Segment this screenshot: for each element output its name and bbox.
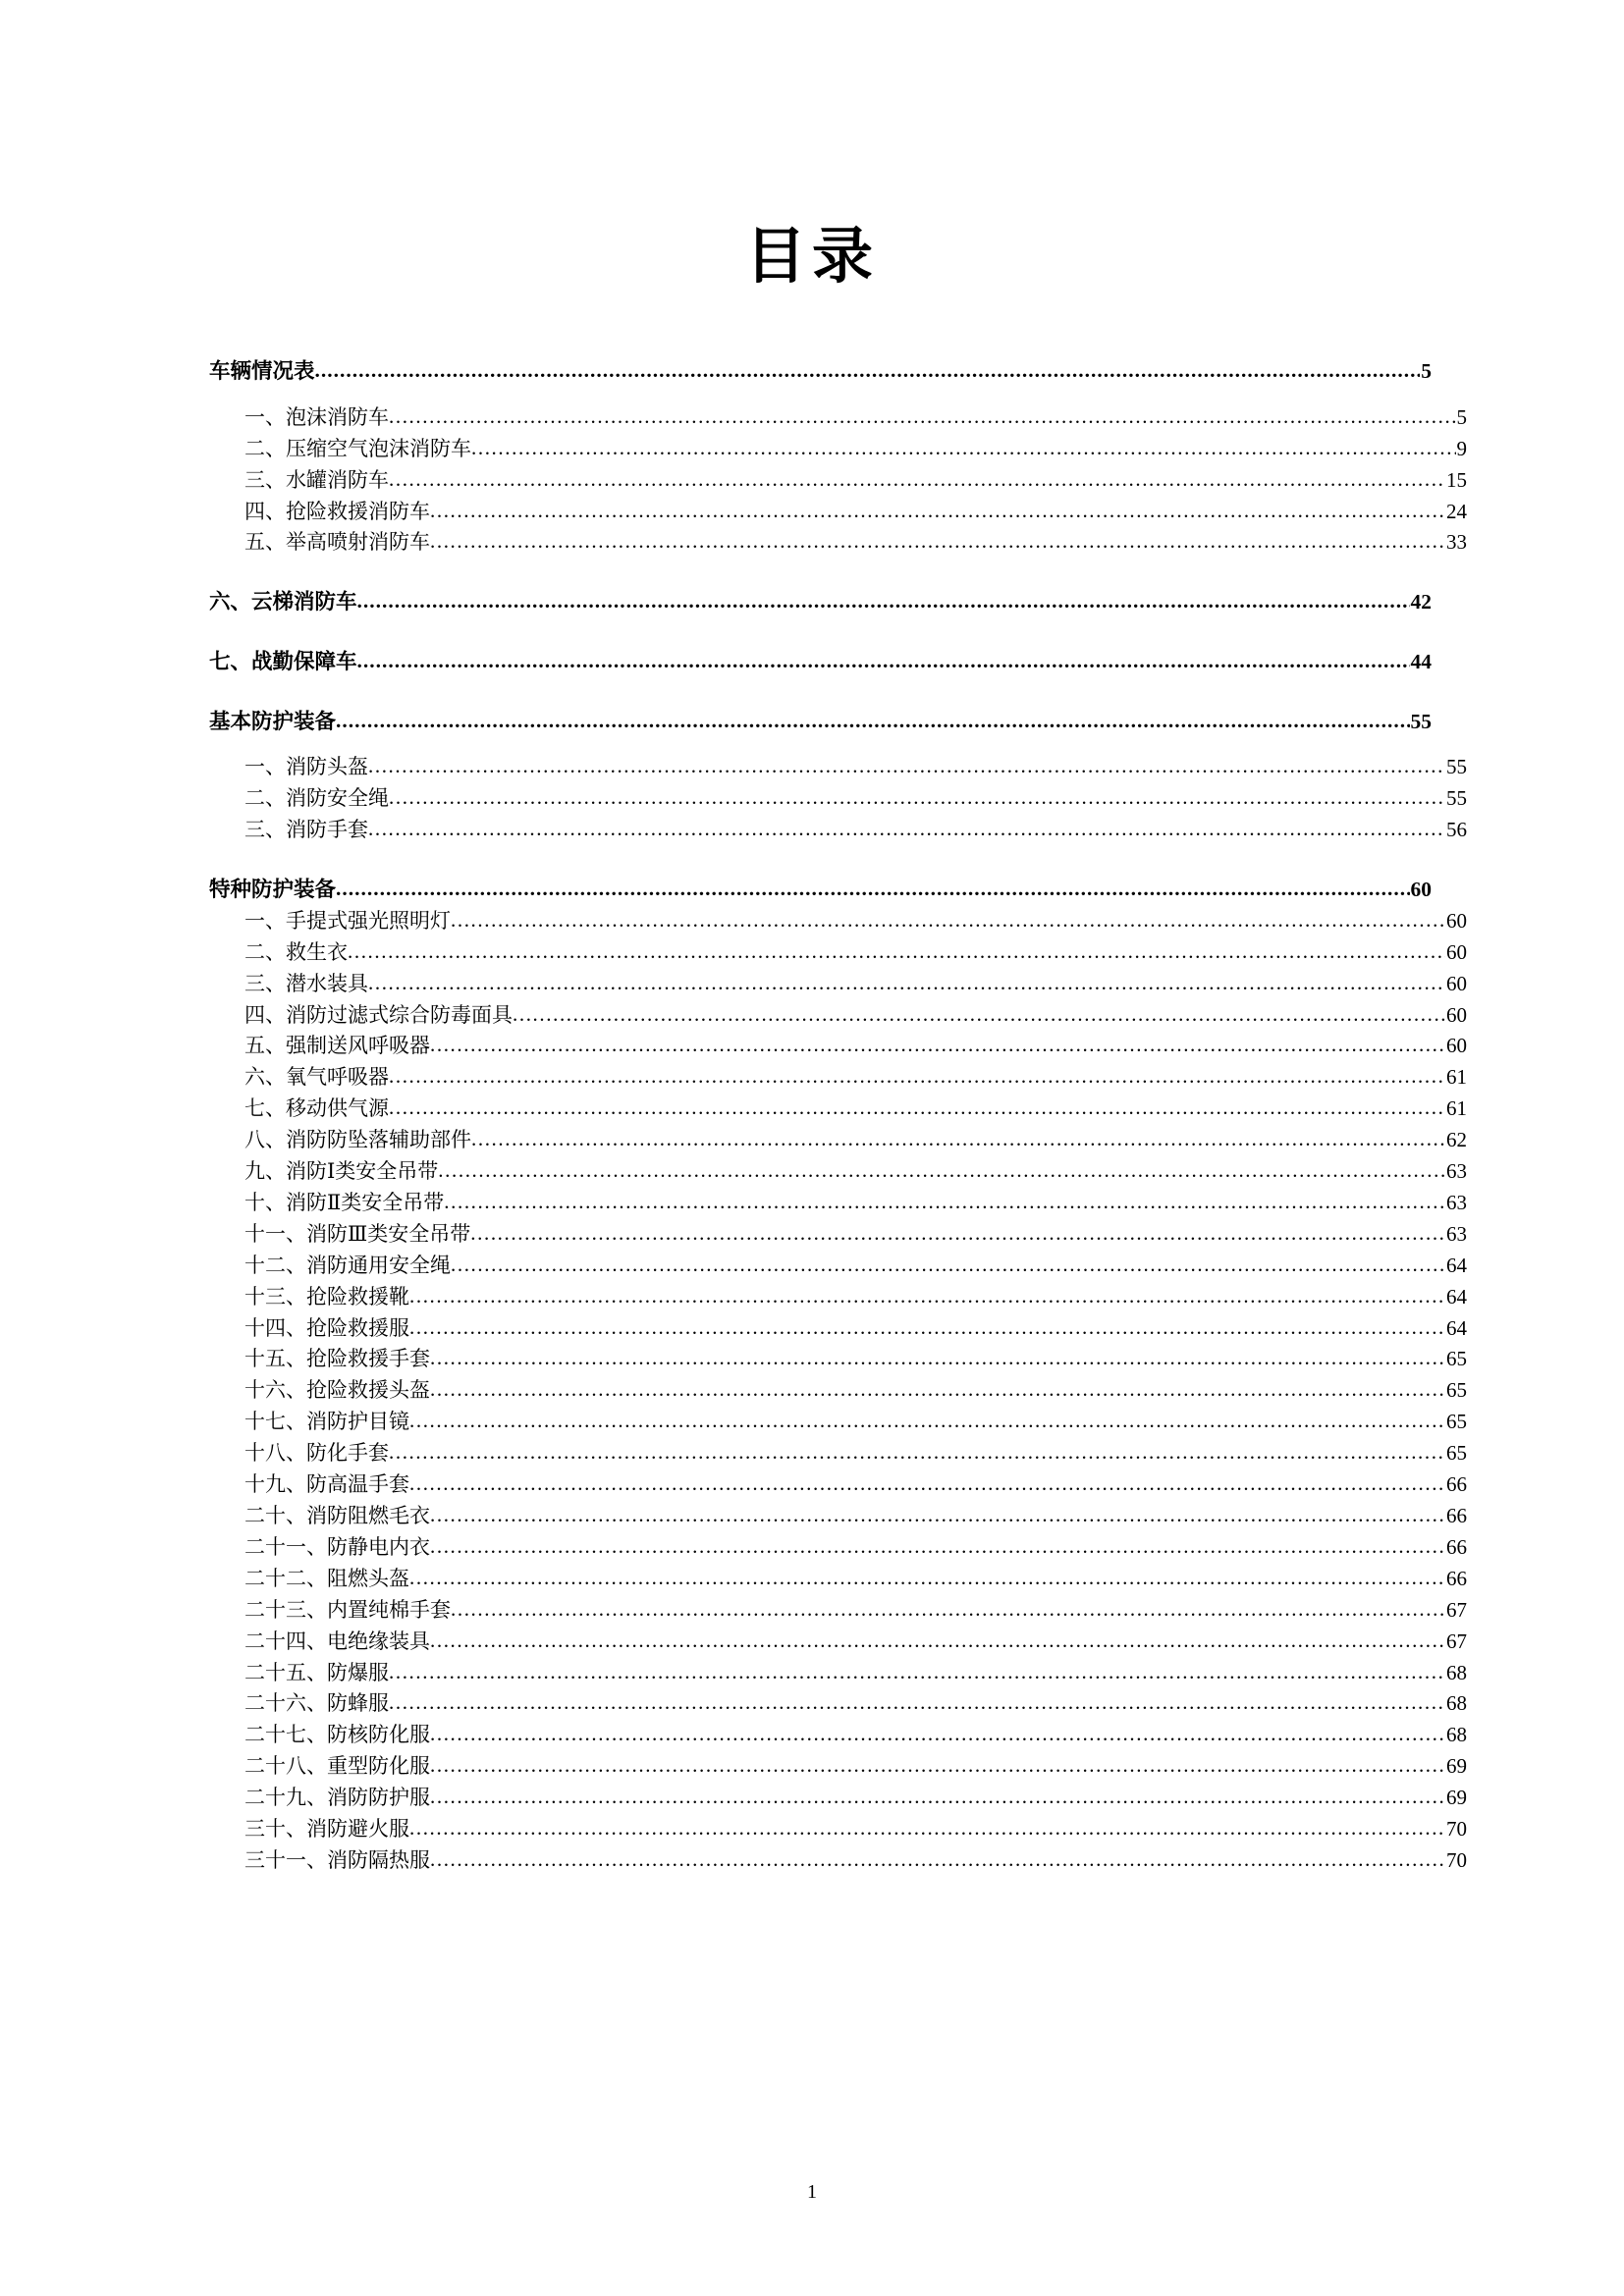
toc-dot-leader	[430, 1531, 1445, 1563]
toc-entry[interactable]	[209, 1627, 1467, 1658]
toc-entry-page-number: 5	[1421, 359, 1432, 384]
toc-entry-label: 基本防护装备	[209, 709, 337, 733]
toc-entry-label: 二十七、防核防化服	[244, 1723, 430, 1747]
toc-entry[interactable]	[209, 1469, 1467, 1501]
toc-entry-label: 三、消防手套	[244, 818, 368, 842]
toc-spacer	[209, 737, 1432, 752]
toc-dot-leader	[389, 782, 1445, 814]
toc-entry-page-number: 9	[1456, 436, 1467, 460]
toc-entry[interactable]	[209, 1595, 1467, 1627]
toc-entry[interactable]	[209, 1564, 1467, 1595]
toc-dot-leader	[430, 1750, 1445, 1782]
toc-entry[interactable]	[209, 1282, 1467, 1313]
toc-entry-page-number: 65	[1446, 1410, 1467, 1434]
toc-dot-leader	[430, 526, 1445, 558]
toc-dot-leader	[368, 968, 1445, 999]
toc-entry-label: 二、救生衣	[244, 939, 348, 964]
toc-entry[interactable]	[209, 752, 1467, 783]
toc-entry[interactable]	[209, 706, 1432, 738]
toc-entry[interactable]	[209, 874, 1432, 906]
toc-spacer	[209, 846, 1432, 874]
toc-entry[interactable]	[209, 1783, 1467, 1814]
toc-group-special-protective-equipment	[209, 906, 1467, 1877]
toc-entry[interactable]	[209, 1313, 1467, 1345]
toc-entry-page-number: 63	[1446, 1159, 1467, 1184]
toc-entry-page-number: 69	[1446, 1754, 1467, 1779]
toc-entry-label: 四、抢险救援消防车	[244, 499, 430, 523]
toc-entry[interactable]	[209, 906, 1467, 937]
toc-dot-leader	[409, 1281, 1445, 1312]
table-of-contents	[0, 355, 1624, 1877]
toc-dot-leader	[438, 1155, 1445, 1187]
toc-entry[interactable]	[209, 1720, 1467, 1751]
toc-entry-label: 二十一、防静电内衣	[244, 1534, 430, 1559]
toc-entry-page-number: 60	[1446, 908, 1467, 933]
toc-entry-label: 车辆情况表	[209, 359, 315, 384]
toc-entry[interactable]	[209, 1438, 1467, 1469]
toc-entry-page-number: 66	[1446, 1534, 1467, 1559]
toc-entry-label: 二十五、防爆服	[244, 1660, 389, 1684]
toc-entry[interactable]	[209, 1251, 1467, 1282]
toc-entry-label: 三十一、消防隔热服	[244, 1847, 430, 1872]
toc-dot-leader	[471, 1124, 1445, 1155]
toc-entry[interactable]	[209, 1188, 1467, 1219]
toc-dot-leader	[451, 1594, 1445, 1626]
toc-entry-page-number: 70	[1446, 1817, 1467, 1842]
toc-entry-page-number: 55	[1446, 786, 1467, 811]
toc-entry-label: 十、消防Ⅱ类安全吊带	[244, 1190, 445, 1214]
toc-entry[interactable]	[209, 646, 1432, 678]
toc-group-basic-protective-equipment	[209, 678, 1467, 906]
toc-entry-label: 六、云梯消防车	[209, 590, 357, 614]
toc-entry[interactable]	[209, 465, 1467, 497]
toc-entry-label: 十八、防化手套	[244, 1441, 389, 1466]
toc-entry-label: 二十八、重型防化服	[244, 1754, 430, 1779]
toc-entry-page-number: 44	[1410, 650, 1432, 674]
toc-entry-page-number: 70	[1446, 1847, 1467, 1872]
toc-dot-leader	[430, 1500, 1445, 1531]
toc-entry-page-number: 61	[1446, 1065, 1467, 1090]
toc-entry-page-number: 24	[1446, 499, 1467, 523]
toc-entry-label: 五、强制送风呼吸器	[244, 1034, 430, 1058]
toc-entry-label: 十三、抢险救援靴	[244, 1284, 409, 1308]
toc-dot-leader	[471, 433, 1456, 464]
footer-page-number: 1	[807, 2181, 817, 2203]
toc-entry[interactable]	[209, 1407, 1467, 1438]
toc-entry-page-number: 67	[1446, 1629, 1467, 1653]
toc-entry-label: 五、举高喷射消防车	[244, 530, 430, 555]
toc-entry-page-number: 67	[1446, 1597, 1467, 1622]
toc-entry-label: 二十九、消防防护服	[244, 1786, 430, 1810]
toc-dot-leader	[513, 999, 1445, 1031]
toc-dot-leader	[470, 1218, 1445, 1250]
toc-entry-page-number: 61	[1446, 1096, 1467, 1121]
toc-entry-page-number: 63	[1446, 1190, 1467, 1214]
toc-entry-label: 一、泡沫消防车	[244, 404, 389, 429]
toc-entry[interactable]	[209, 1031, 1467, 1062]
toc-entry-page-number: 65	[1446, 1347, 1467, 1371]
toc-entry[interactable]	[209, 1688, 1467, 1720]
toc-entry[interactable]	[209, 1375, 1467, 1407]
toc-entry[interactable]	[209, 1814, 1467, 1845]
toc-dot-leader	[389, 401, 1456, 433]
toc-entry-page-number: 65	[1446, 1441, 1467, 1466]
toc-entry[interactable]	[209, 1062, 1467, 1094]
toc-entry-page-number: 68	[1446, 1660, 1467, 1684]
toc-entry[interactable]	[209, 355, 1432, 388]
toc-dot-leader	[430, 496, 1445, 527]
toc-entry-page-number: 33	[1446, 530, 1467, 555]
toc-entry-page-number: 64	[1446, 1284, 1467, 1308]
toc-entry-label: 七、移动供气源	[244, 1096, 389, 1121]
toc-dot-leader	[368, 751, 1445, 782]
toc-entry-page-number: 60	[1446, 939, 1467, 964]
toc-dot-leader	[389, 464, 1445, 496]
toc-entry-label: 三、潜水装具	[244, 971, 368, 995]
toc-entry[interactable]	[209, 1156, 1467, 1188]
toc-group-vehicles	[209, 355, 1467, 678]
toc-dot-leader	[430, 1343, 1445, 1374]
toc-entry-label: 二十三、内置纯棉手套	[244, 1597, 451, 1622]
toc-entry-label: 二十二、阻燃头盔	[244, 1566, 409, 1590]
toc-dot-leader	[389, 1657, 1445, 1688]
toc-dot-leader	[357, 585, 1410, 617]
toc-entry-label: 十七、消防护目镜	[244, 1410, 409, 1434]
toc-dot-leader	[430, 1626, 1445, 1657]
toc-dot-leader	[409, 1468, 1445, 1500]
toc-dot-leader	[336, 873, 1409, 905]
toc-entry[interactable]	[209, 1000, 1467, 1032]
toc-dot-leader	[451, 905, 1445, 936]
toc-entry-page-number: 66	[1446, 1504, 1467, 1528]
toc-entry[interactable]	[209, 434, 1467, 465]
toc-entry-label: 三十、消防避火服	[244, 1817, 409, 1842]
toc-entry-label: 七、战勤保障车	[209, 650, 357, 674]
toc-dot-leader	[430, 1374, 1445, 1406]
toc-entry-page-number: 68	[1446, 1691, 1467, 1716]
toc-dot-leader	[430, 1719, 1445, 1750]
toc-entry[interactable]	[209, 497, 1467, 528]
toc-entry-label: 一、消防头盔	[244, 755, 368, 779]
toc-entry-page-number: 69	[1446, 1786, 1467, 1810]
toc-spacer	[209, 388, 1432, 402]
toc-entry-page-number: 42	[1410, 590, 1432, 614]
toc-entry[interactable]	[209, 1751, 1467, 1783]
toc-dot-leader	[389, 1687, 1445, 1719]
toc-entry[interactable]	[209, 1094, 1467, 1125]
toc-entry-page-number: 66	[1446, 1472, 1467, 1497]
toc-entry[interactable]	[209, 1344, 1467, 1375]
toc-dot-leader	[409, 1813, 1445, 1844]
toc-entry-label: 十四、抢险救援服	[244, 1315, 409, 1340]
toc-entry-label: 十五、抢险救援手套	[244, 1347, 430, 1371]
toc-entry[interactable]	[209, 402, 1467, 434]
toc-entry-page-number: 60	[1446, 1002, 1467, 1027]
toc-entry[interactable]	[209, 1125, 1467, 1156]
toc-entry[interactable]	[209, 586, 1432, 618]
toc-dot-leader	[444, 1187, 1445, 1218]
toc-entry-page-number: 15	[1446, 467, 1467, 492]
toc-dot-leader	[430, 1844, 1445, 1876]
toc-dot-leader	[348, 936, 1445, 968]
toc-entry[interactable]	[209, 783, 1467, 815]
toc-entry-page-number: 62	[1446, 1128, 1467, 1152]
toc-entry-label: 四、消防过滤式综合防毒面具	[244, 1002, 513, 1027]
toc-dot-leader	[315, 354, 1421, 387]
toc-dot-leader	[389, 1093, 1445, 1124]
toc-entry-label: 二十六、防蜂服	[244, 1691, 389, 1716]
toc-entry-page-number: 60	[1446, 971, 1467, 995]
toc-entry-label: 八、消防防坠落辅助部件	[244, 1128, 471, 1152]
toc-dot-leader	[368, 814, 1445, 845]
toc-dot-leader	[357, 645, 1410, 677]
toc-entry-page-number: 65	[1446, 1378, 1467, 1403]
toc-dot-leader	[451, 1250, 1445, 1281]
toc-entry-page-number: 60	[1446, 1034, 1467, 1058]
toc-dot-leader	[409, 1563, 1445, 1594]
toc-entry[interactable]	[209, 815, 1467, 846]
toc-entry-label: 一、手提式强光照明灯	[244, 908, 451, 933]
toc-entry-label: 十六、抢险救援头盔	[244, 1378, 430, 1403]
toc-entry-page-number: 60	[1410, 878, 1432, 902]
toc-dot-leader	[430, 1030, 1445, 1061]
toc-entry-page-number: 64	[1446, 1315, 1467, 1340]
toc-entry-page-number: 63	[1446, 1221, 1467, 1246]
toc-entry-label: 二、压缩空气泡沫消防车	[244, 436, 471, 460]
toc-dot-leader	[430, 1782, 1445, 1813]
toc-entry-label: 十二、消防通用安全绳	[244, 1253, 451, 1277]
toc-entry-label: 三、水罐消防车	[244, 467, 389, 492]
toc-entry-page-number: 5	[1456, 404, 1467, 429]
toc-entry[interactable]	[209, 527, 1467, 559]
toc-entry[interactable]	[209, 937, 1467, 969]
toc-entry-label: 九、消防Ⅰ类安全吊带	[244, 1159, 439, 1184]
toc-dot-leader	[389, 1437, 1445, 1468]
toc-dot-leader	[389, 1061, 1445, 1093]
toc-entry-page-number: 66	[1446, 1566, 1467, 1590]
toc-entry[interactable]	[209, 1658, 1467, 1689]
toc-dot-leader	[409, 1406, 1445, 1437]
toc-entry[interactable]	[209, 969, 1467, 1000]
toc-entry[interactable]	[209, 1501, 1467, 1532]
toc-entry-label: 二十四、电绝缘装具	[244, 1629, 430, 1653]
toc-entry-label: 二、消防安全绳	[244, 786, 389, 811]
toc-entry-page-number: 55	[1446, 755, 1467, 779]
toc-entry-page-number: 55	[1410, 709, 1432, 733]
toc-dot-leader	[409, 1312, 1445, 1344]
toc-spacer	[209, 559, 1432, 586]
toc-entry[interactable]	[209, 1219, 1467, 1251]
toc-spacer	[209, 678, 1432, 706]
toc-entry[interactable]	[209, 1845, 1467, 1877]
toc-entry-label: 二十、消防阻燃毛衣	[244, 1504, 430, 1528]
toc-entry[interactable]	[209, 1532, 1467, 1564]
toc-entry-label: 六、氧气呼吸器	[244, 1065, 389, 1090]
toc-entry-label: 十一、消防Ⅲ类安全吊带	[244, 1221, 471, 1246]
toc-entry-page-number: 56	[1446, 818, 1467, 842]
toc-entry-page-number: 68	[1446, 1723, 1467, 1747]
toc-entry-label: 十九、防高温手套	[244, 1472, 409, 1497]
page-title: 目录	[744, 224, 879, 291]
toc-dot-leader	[336, 705, 1409, 737]
toc-spacer	[209, 618, 1432, 646]
toc-entry-label: 特种防护装备	[209, 878, 337, 902]
toc-entry-page-number: 64	[1446, 1253, 1467, 1277]
